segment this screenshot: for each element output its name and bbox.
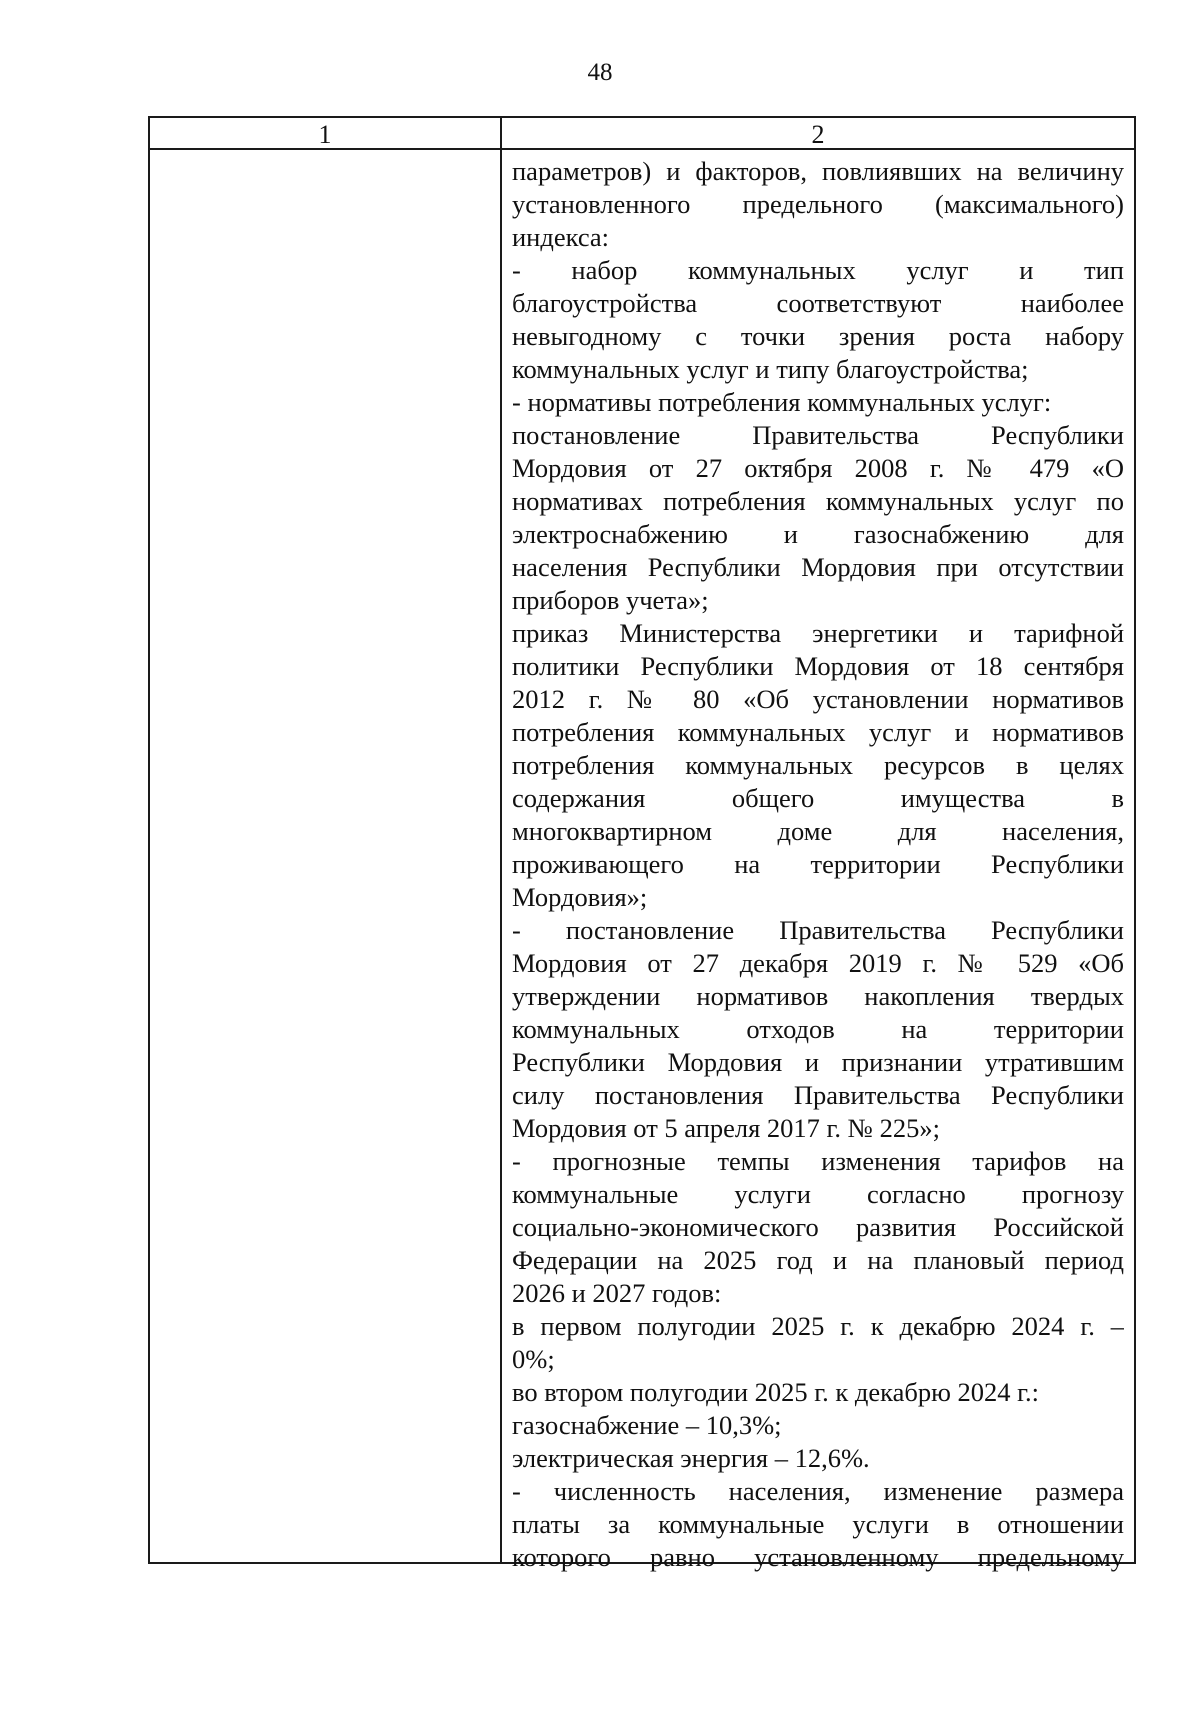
text-line: газоснабжение – 10,3%; [512, 1410, 782, 1440]
text-line: населения Республики Мордовия при отсутствии [512, 552, 1124, 582]
text-line: содержания общего имущества в [512, 783, 1124, 813]
text-line: потребления коммунальных услуг и нормативов [512, 717, 1124, 747]
text-line: - нормативы потребления коммунальных услуг: [512, 387, 1052, 417]
text-line: коммунальные услуги согласно прогнозу [512, 1179, 1124, 1209]
text-line: постановление Правительства Республики [512, 420, 1124, 450]
text-line: параметров) и факторов, повлиявших на величину [512, 156, 1124, 186]
text-line: Мордовия от 27 октября 2008 г. № 479 «О [512, 453, 1124, 483]
text-line: приказ Министерства энергетики и тарифной [512, 618, 1124, 648]
text-line: 2012 г. № 80 «Об установлении нормативов [512, 684, 1124, 714]
column-divider [500, 118, 502, 1562]
text-line: - постановление Правительства Республики [512, 915, 1124, 945]
text-line: в первом полугодии 2025 г. к декабрю 2024 г. – [512, 1311, 1124, 1341]
column-2-header: 2 [811, 120, 825, 149]
text-line: благоустройства соответствуют наиболее [512, 288, 1124, 318]
text-line: утверждении нормативов накопления твердых [512, 981, 1124, 1011]
text-line: установленного предельного (максимального) [512, 189, 1124, 219]
text-line: политики Республики Мордовия от 18 сентября [512, 651, 1124, 681]
text-line: индекса: [512, 222, 610, 252]
text-line: приборов учета»; [512, 585, 709, 615]
text-line: 0%; [512, 1344, 555, 1374]
text-line: во втором полугодии 2025 г. к декабрю 2024 г.: [512, 1377, 1040, 1407]
text-line: многоквартирном доме для населения, [512, 816, 1124, 846]
document-table [148, 116, 1136, 1572]
text-line: коммунальных услуг и типу благоустройства; [512, 354, 1029, 384]
text-line: проживающего на территории Республики [512, 849, 1124, 879]
text-line: Мордовия от 27 декабря 2019 г. № 529 «Об [512, 948, 1124, 978]
text-line: - прогнозные темпы изменения тарифов на [512, 1146, 1124, 1176]
text-line: силу постановления Правительства Республики [512, 1080, 1124, 1110]
text-line: коммунальных отходов на территории [512, 1014, 1124, 1044]
text-line: нормативах потребления коммунальных услуг по [512, 486, 1124, 516]
text-line: Мордовия»; [512, 882, 648, 912]
text-line: - численность населения, изменение размера [512, 1476, 1124, 1506]
text-line: которого равно установленному предельному [512, 1542, 1124, 1572]
text-line: электрическая энергия – 12,6%. [512, 1443, 870, 1473]
text-line: социально-экономического развития Российской [512, 1212, 1124, 1242]
text-line: электроснабжению и газоснабжению для [512, 519, 1124, 549]
page-number: 48 [587, 59, 613, 86]
text-line: 2026 и 2027 годов: [512, 1278, 722, 1308]
column-1-header: 1 [318, 120, 332, 149]
text-line: Республики Мордовия и признании утратившим [512, 1047, 1124, 1077]
text-line: Федерации на 2025 год и на плановый период [512, 1245, 1124, 1275]
text-line: потребления коммунальных ресурсов в целях [512, 750, 1124, 780]
text-line: - набор коммунальных услуг и тип [512, 255, 1124, 285]
text-line: невыгодному с точки зрения роста набору [512, 321, 1124, 351]
column-2-content [512, 155, 1124, 1574]
table-header-row [150, 118, 1134, 150]
text-line: платы за коммунальные услуги в отношении [512, 1509, 1124, 1539]
text-line: Мордовия от 5 апреля 2017 г. № 225»; [512, 1113, 940, 1143]
